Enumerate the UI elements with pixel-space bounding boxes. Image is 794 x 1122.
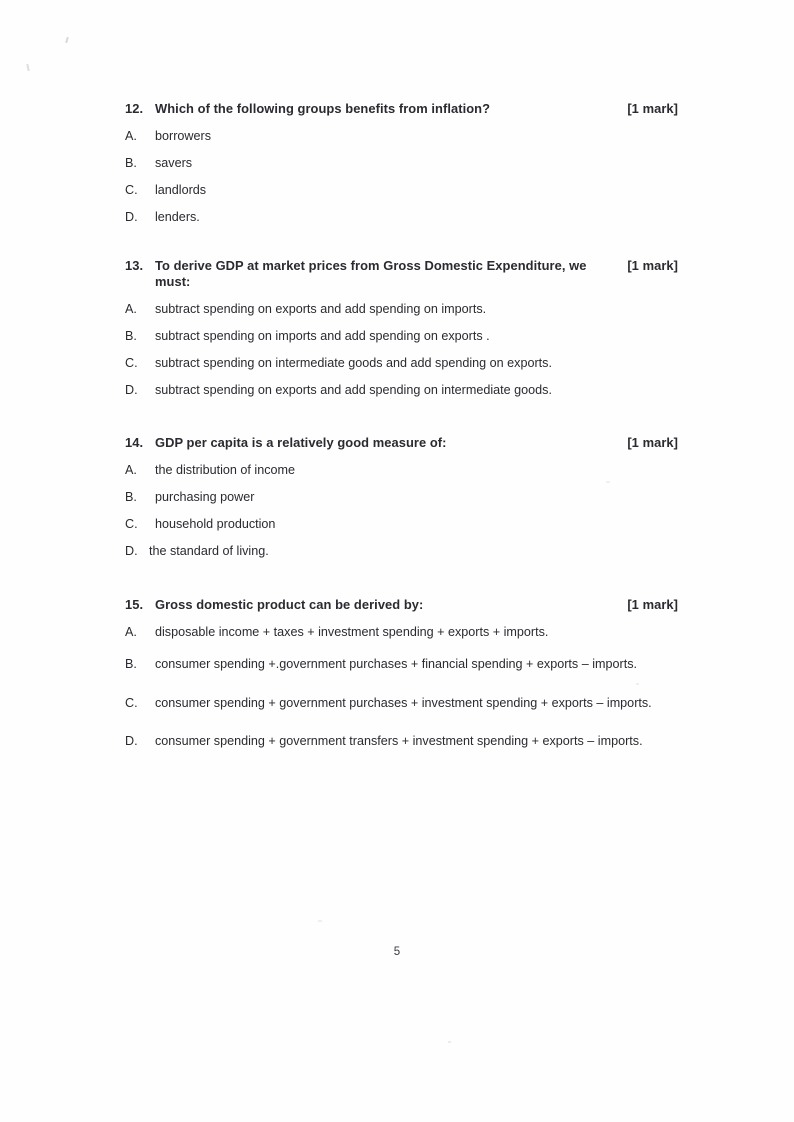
scan-speckle [26,64,29,71]
question-13-number: 13. [125,258,144,273]
option-text: subtract spending on exports and add spending on imports. [155,302,487,316]
scan-speckle [65,37,69,43]
question-12-stem: Which of the following groups benefits from inflation? [155,101,491,116]
option-text: savers [155,156,193,170]
option-text: subtract spending on imports and add spending on exports . [155,329,490,343]
option-letter: A. [125,463,137,477]
option-text: the distribution of income [155,463,296,477]
section-gap [125,236,678,258]
question-14-mark: [1 mark] [627,435,678,450]
question-15-mark: [1 mark] [627,597,678,612]
option-letter: B. [125,490,137,504]
question-13-options [125,301,678,398]
option-letter: D. [125,383,138,397]
question-15-number: 15. [125,597,144,612]
option-text: lenders. [155,210,200,224]
question-12-options [125,128,678,225]
question-14-stem: GDP per capita is a relatively good measure of: [155,435,447,450]
option-row[interactable] [125,155,678,171]
option-text: disposable income + taxes + investment spending + exports + imports. [155,625,549,639]
option-row[interactable] [125,382,678,398]
question-14 [125,435,678,559]
option-letter: C. [125,517,138,531]
question-14-heading [125,435,678,451]
option-text: consumer spending + government transfers + investment spending + exports – imports. [155,734,643,748]
option-letter: C. [125,695,138,710]
question-14-options [125,462,678,559]
option-row[interactable] [125,355,678,371]
question-13 [125,258,678,398]
option-text: the standard of living. [149,544,269,558]
option-row[interactable] [125,543,678,559]
option-letter: B. [125,156,137,170]
question-13-mark: [1 mark] [627,258,678,273]
question-15-stem: Gross domestic product can be derived by: [155,597,424,612]
question-15-heading [125,597,678,613]
option-row[interactable] [125,690,678,718]
question-12 [125,101,678,225]
option-row[interactable] [125,182,678,198]
option-letter: B. [125,329,137,343]
option-text: landlords [155,183,207,197]
option-text: borrowers [155,129,211,143]
option-letter: A. [125,302,137,316]
option-row[interactable] [125,128,678,144]
option-letter: D. [125,544,138,558]
question-12-mark: [1 mark] [627,101,678,116]
option-text: consumer spending +.government purchases + financial spending + exports – imports. [155,657,637,671]
question-15 [125,597,678,756]
option-text: purchasing power [155,490,255,504]
option-row[interactable] [125,209,678,225]
question-15-options [125,624,678,756]
option-letter: D. [125,210,138,224]
option-row[interactable] [125,728,678,756]
question-14-number: 14. [125,435,144,450]
option-row[interactable] [125,489,678,505]
option-text: subtract spending on intermediate goods and add spending on exports. [155,356,552,370]
page-number: 5 [393,946,401,958]
option-text: household production [155,517,276,531]
option-row[interactable] [125,328,678,344]
option-row[interactable] [125,651,678,679]
option-row[interactable] [125,624,678,640]
option-letter: C. [125,183,138,197]
question-13-stem: To derive GDP at market prices from Gross Domestic Expenditure, we must: [155,258,587,289]
option-letter: A. [125,129,137,143]
scan-speckle [448,1041,451,1043]
scan-speckle [318,920,322,922]
option-row[interactable] [125,462,678,478]
option-letter: C. [125,356,138,370]
option-letter: A. [125,625,137,639]
question-13-heading [125,258,678,290]
option-row[interactable] [125,516,678,532]
option-text: consumer spending + government purchases + investment spending + exports – imports. [155,695,652,710]
question-12-number: 12. [125,101,144,116]
option-letter: B. [125,657,137,671]
option-text: subtract spending on exports and add spending on intermediate goods. [155,383,552,397]
section-gap [125,570,678,597]
option-row[interactable] [125,301,678,317]
section-gap [125,409,678,435]
option-letter: D. [125,734,138,748]
question-list [125,101,678,767]
question-12-heading [125,101,678,117]
